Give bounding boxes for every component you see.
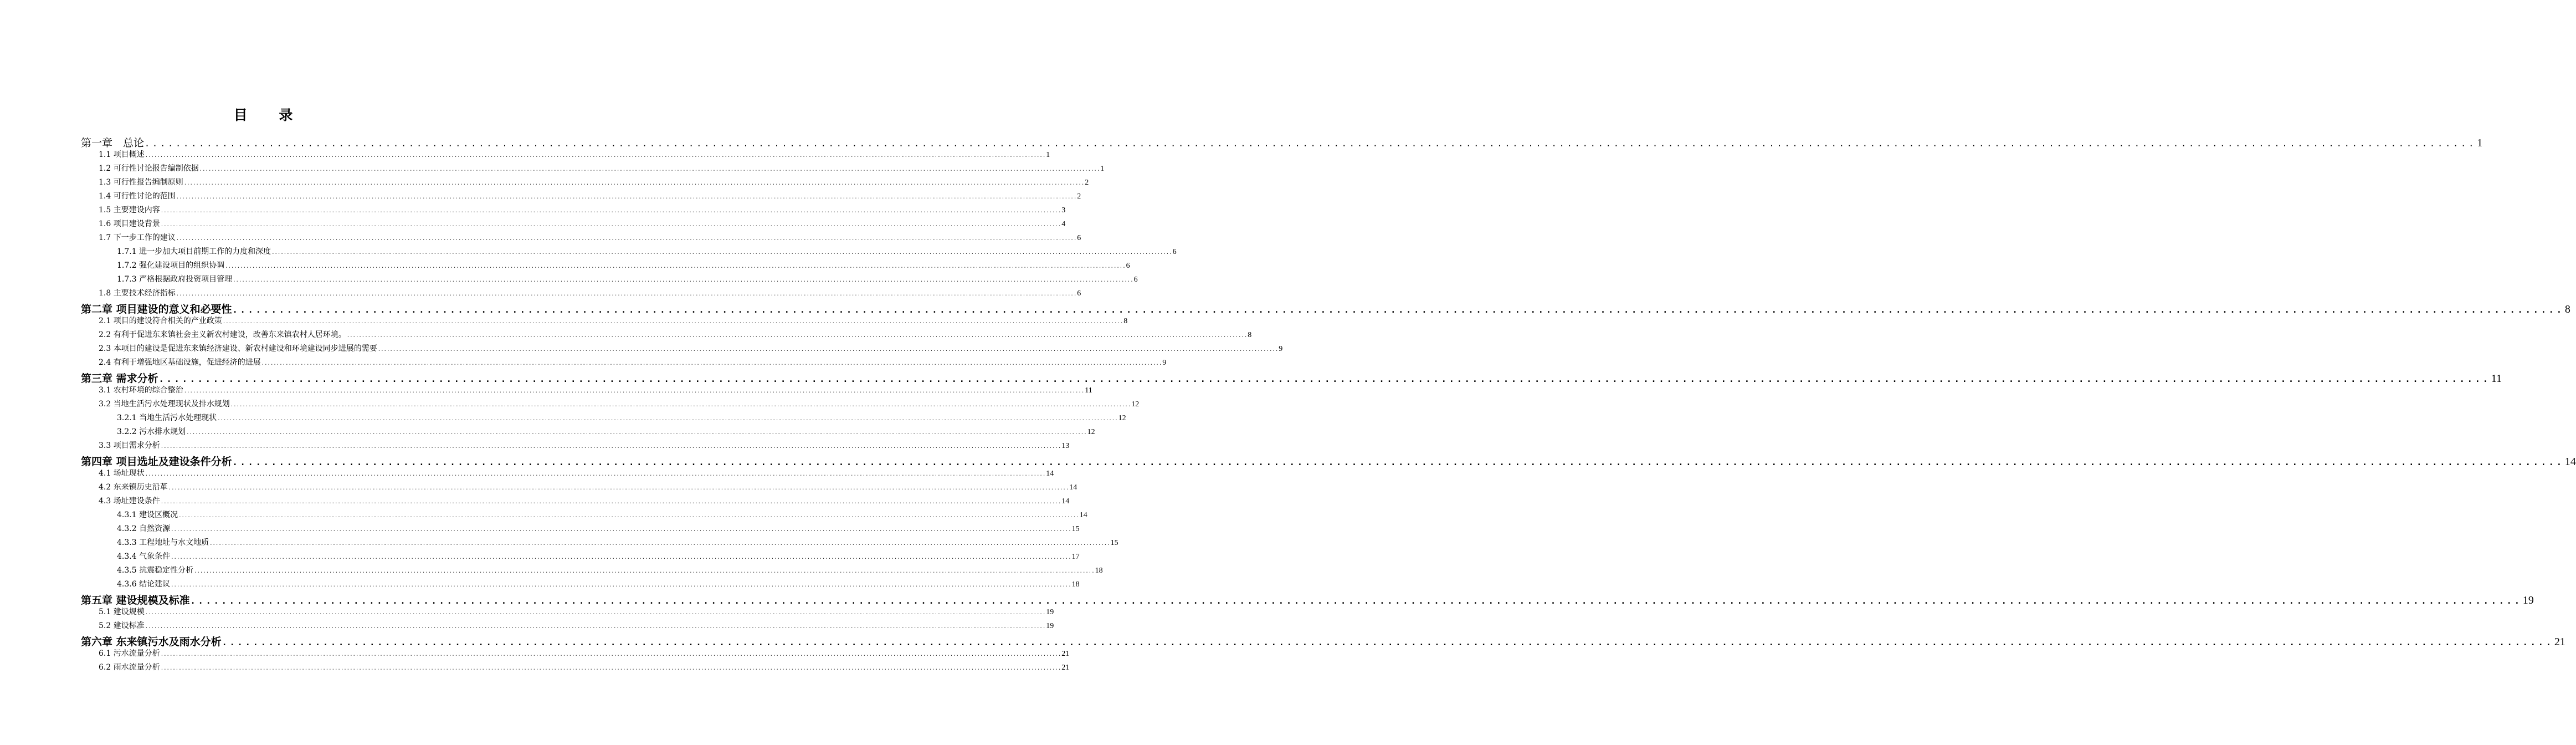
toc-page-number: 11 <box>1085 386 1092 395</box>
toc-dot-leader: ............................................................................................................................................................................................................................................................................................................ <box>232 457 2564 467</box>
toc-page-number: 6 <box>1077 289 1081 298</box>
toc-page-number: 8 <box>1123 317 1128 325</box>
toc-entry-title: 1.7 下一步工作的建议 <box>99 233 176 242</box>
toc-section-entry[interactable] <box>81 467 1054 481</box>
toc-section-entry[interactable] <box>81 620 1054 634</box>
toc-dot-leader: ............................................................................................................................................................................................................................................................................................................ <box>222 319 1123 325</box>
toc-dot-leader: ............................................................................................................................................................................................................................................................................................................ <box>158 374 2491 384</box>
toc-page-number: 15 <box>1071 525 1080 533</box>
toc-entry-title: 4.2 东来镇历史沿革 <box>99 483 168 492</box>
toc-entry-title: 第四章 项目选址及建设条件分析 <box>81 456 232 468</box>
toc-entry-title: 1.2 可行性讨论报告编制依据 <box>99 164 199 173</box>
toc-entry-title: 1.8 主要技术经济指标 <box>99 289 176 298</box>
toc-section-entry[interactable] <box>81 287 1081 301</box>
toc-page-number: 6 <box>1077 234 1081 242</box>
toc-dot-leader: ............................................................................................................................................................................................................................................................................................................ <box>176 195 1077 200</box>
toc-page-number: 12 <box>1087 428 1095 436</box>
toc-dot-leader: ............................................................................................................................................................................................................................................................................................................ <box>160 666 1061 671</box>
toc-subsection-entry[interactable] <box>81 564 1103 578</box>
toc-section-entry[interactable] <box>81 495 1070 509</box>
toc-section-entry[interactable] <box>81 176 1089 190</box>
toc-dot-leader: ............................................................................................................................................................................................................................................................................................................ <box>160 652 1061 657</box>
table-of-contents <box>81 135 2576 675</box>
toc-subsection-entry[interactable] <box>81 412 1126 426</box>
toc-section-entry[interactable] <box>81 232 1081 246</box>
toc-page-number: 21 <box>1061 650 1070 658</box>
toc-entry-title: 3.3 项目需求分析 <box>99 441 160 450</box>
toc-subsection-entry[interactable] <box>81 273 1138 287</box>
toc-entry-title: 5.2 建设标准 <box>99 621 145 630</box>
toc-page-number: 14 <box>1061 497 1070 506</box>
toc-page-number: 6 <box>1126 262 1130 270</box>
toc-page-number: 19 <box>2522 594 2534 606</box>
toc-subsection-entry[interactable] <box>81 578 1080 592</box>
toc-entry-title: 4.3.4 气象条件 <box>117 552 171 561</box>
toc-entry-title: 1.1 项目概述 <box>99 150 145 159</box>
toc-entry-title: 5.1 建设规模 <box>99 608 145 616</box>
toc-page-number: 14 <box>1069 483 1077 492</box>
toc-entry-title: 第三章 需求分析 <box>81 372 158 385</box>
toc-chapter-entry[interactable] <box>81 370 2502 385</box>
toc-entry-title: 1.3 可行性报告编制原则 <box>99 178 183 187</box>
toc-dot-leader: ............................................................................................................................................................................................................................................................................................................ <box>230 402 1131 408</box>
toc-dot-leader: ............................................................................................................................................................................................................................................................................................................ <box>186 430 1087 436</box>
toc-dot-leader: ............................................................................................................................................................................................................................................................................................................ <box>209 541 1110 547</box>
toc-entry-title: 3.2.2 污水排水规划 <box>117 427 186 436</box>
toc-dot-leader: ............................................................................................................................................................................................................................................................................................................ <box>160 222 1061 228</box>
toc-entry-title: 1.7.3 严格根据政府投资项目管理 <box>117 275 233 284</box>
toc-dot-leader: ............................................................................................................................................................................................................................................................................................................ <box>176 292 1077 297</box>
toc-chapter-entry[interactable] <box>81 135 2483 149</box>
toc-page-number: 18 <box>1095 567 1103 575</box>
toc-dot-leader: ............................................................................................................................................................................................................................................................................................................ <box>145 472 1046 477</box>
toc-page-number: 6 <box>1172 248 1177 256</box>
toc-dot-leader: ............................................................................................................................................................................................................................................................................................................ <box>233 278 1133 283</box>
toc-entry-title: 4.3.3 工程地址与水文地质 <box>117 538 209 547</box>
toc-entry-title: 3.1 农村环境的综合整治 <box>99 386 183 395</box>
toc-section-entry[interactable] <box>81 647 1070 661</box>
toc-subsection-entry[interactable] <box>81 259 1130 273</box>
toc-page-number: 19 <box>1046 608 1054 616</box>
toc-entry-title: 4.3 场址建设条件 <box>99 497 160 506</box>
toc-dot-leader: ............................................................................................................................................................................................................................................................................................................ <box>171 583 1071 588</box>
toc-section-entry[interactable] <box>81 162 1105 176</box>
toc-dot-leader: ............................................................................................................................................................................................................................................................................................................ <box>217 416 1118 422</box>
toc-dot-leader: ............................................................................................................................................................................................................................................................................................................ <box>145 624 1046 630</box>
toc-page-number: 21 <box>2554 636 2565 648</box>
toc-dot-leader: ............................................................................................................................................................................................................................................................................................................ <box>194 569 1095 574</box>
toc-dot-leader: ............................................................................................................................................................................................................................................................................................................ <box>377 347 1279 353</box>
toc-dot-leader: ............................................................................................................................................................................................................................................................................................................ <box>232 305 2564 315</box>
toc-entry-title: 第一章 总论 <box>81 137 145 149</box>
toc-page-number: 19 <box>1046 622 1054 630</box>
toc-entry-title: 4.3.1 建设区概况 <box>117 511 178 519</box>
toc-entry-title: 1.4 可行性讨论的范围 <box>99 192 176 201</box>
toc-subsection-entry[interactable] <box>81 246 1177 259</box>
toc-dot-leader: ............................................................................................................................................................................................................................................................................................................ <box>183 181 1085 186</box>
toc-section-entry[interactable] <box>81 356 1167 370</box>
toc-page-number: 13 <box>1061 442 1070 450</box>
toc-dot-leader: ............................................................................................................................................................................................................................................................................................................ <box>160 499 1061 505</box>
toc-entry-title: 2.2 有利于促进东来镇社会主义新农村建设，改善东来镇农村人居环境。 <box>99 330 346 339</box>
toc-entry-title: 2.1 项目的建设符合相关的产业政策 <box>99 317 222 325</box>
toc-dot-leader: ............................................................................................................................................................................................................................................................................................................ <box>145 610 1046 616</box>
toc-section-entry[interactable] <box>81 190 1081 204</box>
toc-dot-leader: ............................................................................................................................................................................................................................................................................................................ <box>199 167 1100 172</box>
toc-entry-title: 4.3.5 抗震稳定性分析 <box>117 566 194 575</box>
toc-dot-leader: ............................................................................................................................................................................................................................................................................................................ <box>190 596 2522 606</box>
toc-section-entry[interactable] <box>81 149 1050 162</box>
toc-entry-title: 6.2 雨水流量分析 <box>99 663 160 672</box>
toc-dot-leader: ............................................................................................................................................................................................................................................................................................................ <box>176 236 1077 242</box>
toc-entry-title: 2.3 本项目的建设是促进东来镇经济建设、新农村建设和环境建设同步进展的需要 <box>99 344 377 353</box>
toc-dot-leader: ............................................................................................................................................................................................................................................................................................................ <box>222 637 2554 647</box>
toc-page-number: 6 <box>1133 275 1138 284</box>
toc-chapter-entry[interactable] <box>81 634 2565 648</box>
toc-dot-leader: ............................................................................................................................................................................................................................................................................................................ <box>160 208 1061 214</box>
toc-entry-title: 第六章 东来镇污水及雨水分析 <box>81 636 222 648</box>
toc-entry-title: 第五章 建设规模及标准 <box>81 594 190 606</box>
toc-page-number: 17 <box>1071 553 1080 561</box>
toc-page-number: 11 <box>2491 372 2502 385</box>
toc-page-number: 15 <box>1110 539 1118 547</box>
toc-section-entry[interactable] <box>81 481 1077 495</box>
toc-subsection-entry[interactable] <box>81 509 1087 523</box>
toc-entry-title: 1.7.1 进一步加大项目前期工作的力度和深度 <box>117 247 271 256</box>
toc-page-number: 9 <box>1279 345 1283 353</box>
toc-dot-leader: ............................................................................................................................................................................................................................................................................................................ <box>346 333 1248 339</box>
toc-page-number: 21 <box>1061 664 1070 672</box>
toc-section-entry[interactable] <box>81 315 1128 329</box>
toc-page-number: 3 <box>1061 206 1066 215</box>
toc-page-number: 12 <box>1118 414 1126 422</box>
toc-page-number: 14 <box>2564 456 2576 468</box>
toc-entry-title: 3.2.1 当地生活污水处理现状 <box>117 414 217 422</box>
toc-section-entry[interactable] <box>81 343 1283 356</box>
toc-section-entry[interactable] <box>81 398 1140 412</box>
toc-page-number: 12 <box>1131 400 1140 409</box>
toc-dot-leader: ............................................................................................................................................................................................................................................................................................................ <box>225 264 1126 269</box>
toc-title: 目 录 <box>233 107 306 123</box>
toc-page-number: 2 <box>1077 192 1081 201</box>
toc-page-number: 8 <box>2564 303 2570 315</box>
toc-section-entry[interactable] <box>81 384 1092 398</box>
toc-chapter-entry[interactable] <box>81 592 2534 606</box>
toc-dot-leader: ............................................................................................................................................................................................................................................................................................................ <box>183 389 1085 394</box>
toc-dot-leader: ............................................................................................................................................................................................................................................................................................................ <box>168 486 1069 491</box>
toc-subsection-entry[interactable] <box>81 550 1080 564</box>
toc-dot-leader: ............................................................................................................................................................................................................................................................................................................ <box>160 444 1061 450</box>
toc-dot-leader: ............................................................................................................................................................................................................................................................................................................ <box>145 153 1046 159</box>
toc-entry-title: 1.5 主要建设内容 <box>99 206 160 215</box>
toc-dot-leader: ............................................................................................................................................................................................................................................................................................................ <box>145 139 2477 149</box>
toc-entry-title: 1.7.2 强化建设项目的组织协调 <box>117 261 225 270</box>
toc-page-number: 1 <box>2477 137 2483 149</box>
toc-dot-leader: ............................................................................................................................................................................................................................................................................................................ <box>261 361 1162 366</box>
toc-page-number: 14 <box>1046 470 1054 478</box>
toc-entry-title: 2.4 有利于增强地区基础设施，促进经济的进展 <box>99 358 261 367</box>
toc-subsection-entry[interactable] <box>81 537 1118 550</box>
toc-page-number: 14 <box>1079 511 1087 519</box>
toc-page-number: 1 <box>1046 151 1050 159</box>
toc-dot-leader: ............................................................................................................................................................................................................................................................................................................ <box>171 527 1071 533</box>
toc-entry-title: 3.2 当地生活污水处理现状及排水规划 <box>99 400 230 409</box>
toc-dot-leader: ............................................................................................................................................................................................................................................................................................................ <box>271 250 1172 256</box>
toc-entry-title: 4.1 场址现状 <box>99 469 145 478</box>
toc-page-number: 9 <box>1162 359 1167 367</box>
toc-page-number: 1 <box>1100 165 1105 173</box>
toc-section-entry[interactable] <box>81 606 1054 620</box>
toc-section-entry[interactable] <box>81 204 1066 218</box>
toc-entry-title: 第二章 项目建设的意义和必要性 <box>81 303 232 315</box>
toc-subsection-entry[interactable] <box>81 426 1095 440</box>
toc-entry-title: 4.3.2 自然资源 <box>117 524 171 533</box>
toc-entry-title: 6.1 污水流量分析 <box>99 649 160 658</box>
toc-chapter-entry[interactable] <box>81 301 2570 315</box>
toc-page-number: 2 <box>1085 178 1089 187</box>
toc-page-number: 4 <box>1061 220 1066 228</box>
toc-section-entry[interactable] <box>81 218 1066 232</box>
toc-page-number: 8 <box>1248 331 1252 339</box>
toc-page-number: 18 <box>1071 580 1080 589</box>
toc-dot-leader: ............................................................................................................................................................................................................................................................................................................ <box>178 513 1079 519</box>
toc-section-entry[interactable] <box>81 440 1070 453</box>
toc-subsection-entry[interactable] <box>81 523 1080 537</box>
toc-dot-leader: ............................................................................................................................................................................................................................................................................................................ <box>171 555 1071 560</box>
toc-chapter-entry[interactable] <box>81 453 2576 468</box>
toc-section-entry[interactable] <box>81 329 1252 343</box>
toc-entry-title: 1.6 项目建设背景 <box>99 220 160 228</box>
toc-section-entry[interactable] <box>81 661 1070 675</box>
toc-entry-title: 4.3.6 结论建议 <box>117 580 171 589</box>
